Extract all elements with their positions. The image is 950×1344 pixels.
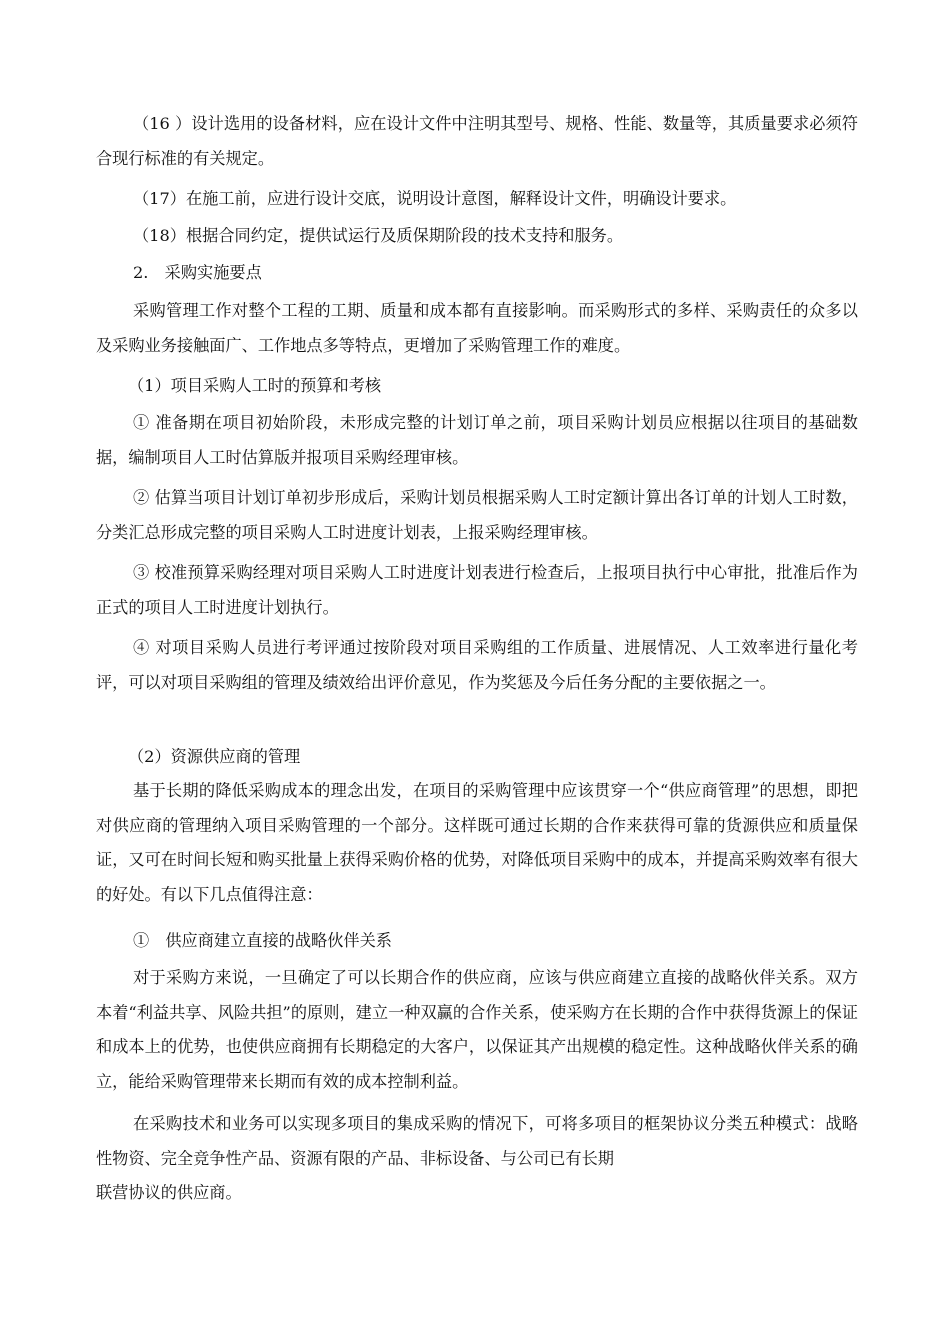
paragraph-framework-tail: 联营协议的供应商。 [96,1183,242,1202]
subheading-2: （2）资源供应商的管理 [128,747,301,766]
paragraph-item-16: （16 ）设计选用的设备材料，应在设计文件中注明其型号、规格、性能、数量等，其质量要求必须符合现行标准的有关规定。 [96,114,858,168]
subheading-partnership: ① 供应商建立直接的战略伙伴关系 [133,931,392,950]
paragraph-supplier-management: 基于长期的降低采购成本的理念出发，在项目的采购管理中应该贯穿一个“供应商管理”的思想，即把对供应商的管理纳入项目采购管理的一个部分。这样既可通过长期的合作来获得可靠的货源供应和质量保证，又可在时间长短和购买批量上获得采购价格的优势，对降低项目采购中的成本，并提高采购效率有很大的好处。有以下几点值得注意： [96,781,858,904]
paragraph-framework: 在采购技术和业务可以实现多项目的集成采购的情况下，可将多项目的框架协议分类五种模式：战略性物资、完全竞争性产品、资源有限的产品、非标设备、与公司已有长期 [96,1114,858,1168]
paragraph-item-17: （17）在施工前，应进行设计交底，说明设计意图，解释设计文件，明确设计要求。 [133,189,737,208]
paragraph-intro: 采购管理工作对整个工程的工期、质量和成本都有直接影响。而采购形式的多样、采购责任的众多以及采购业务接触面广、工作地点多等特点，更增加了采购管理工作的难度。 [96,301,858,355]
paragraph-step-3: ③ 校准预算采购经理对项目采购人工时进度计划表进行检查后，上报项目执行中心审批，批准后作为正式的项目人工时进度计划执行。 [96,563,858,617]
paragraph-step-2: ② 估算当项目计划订单初步形成后，采购计划员根据采购人工时定额计算出各订单的计划人工时数，分类汇总形成完整的项目采购人工时进度计划表，上报采购经理审核。 [96,488,858,542]
paragraph-step-4: ④ 对项目采购人员进行考评通过按阶段对项目采购组的工作质量、进展情况、人工效率进行量化考评，可以对项目采购组的管理及绩效给出评价意见，作为奖惩及今后任务分配的主要依据之一。 [96,638,858,692]
paragraph-partnership: 对于采购方来说，一旦确定了可以长期合作的供应商，应该与供应商建立直接的战略伙伴关系。双方本着“利益共享、风险共担”的原则，建立一种双赢的合作关系，使采购方在长期的合作中获得货源上的保证和成本上的优势，也使供应商拥有长期稳定的大客户，以保证其产出规模的稳定性。这种战略伙伴关系的确立，能给采购管理带来长期而有效的成本控制利益。 [96,968,858,1091]
section-heading: 2. 采购实施要点 [133,263,262,282]
paragraph-item-18: （18）根据合同约定，提供试运行及质保期阶段的技术支持和服务。 [133,226,624,245]
paragraph-step-1: ① 准备期在项目初始阶段，未形成完整的计划订单之前，项目采购计划员应根据以往项目的基础数据，编制项目人工时估算版并报项目采购经理审核。 [96,413,858,467]
subheading-1: （1）项目采购人工时的预算和考核 [128,376,382,395]
